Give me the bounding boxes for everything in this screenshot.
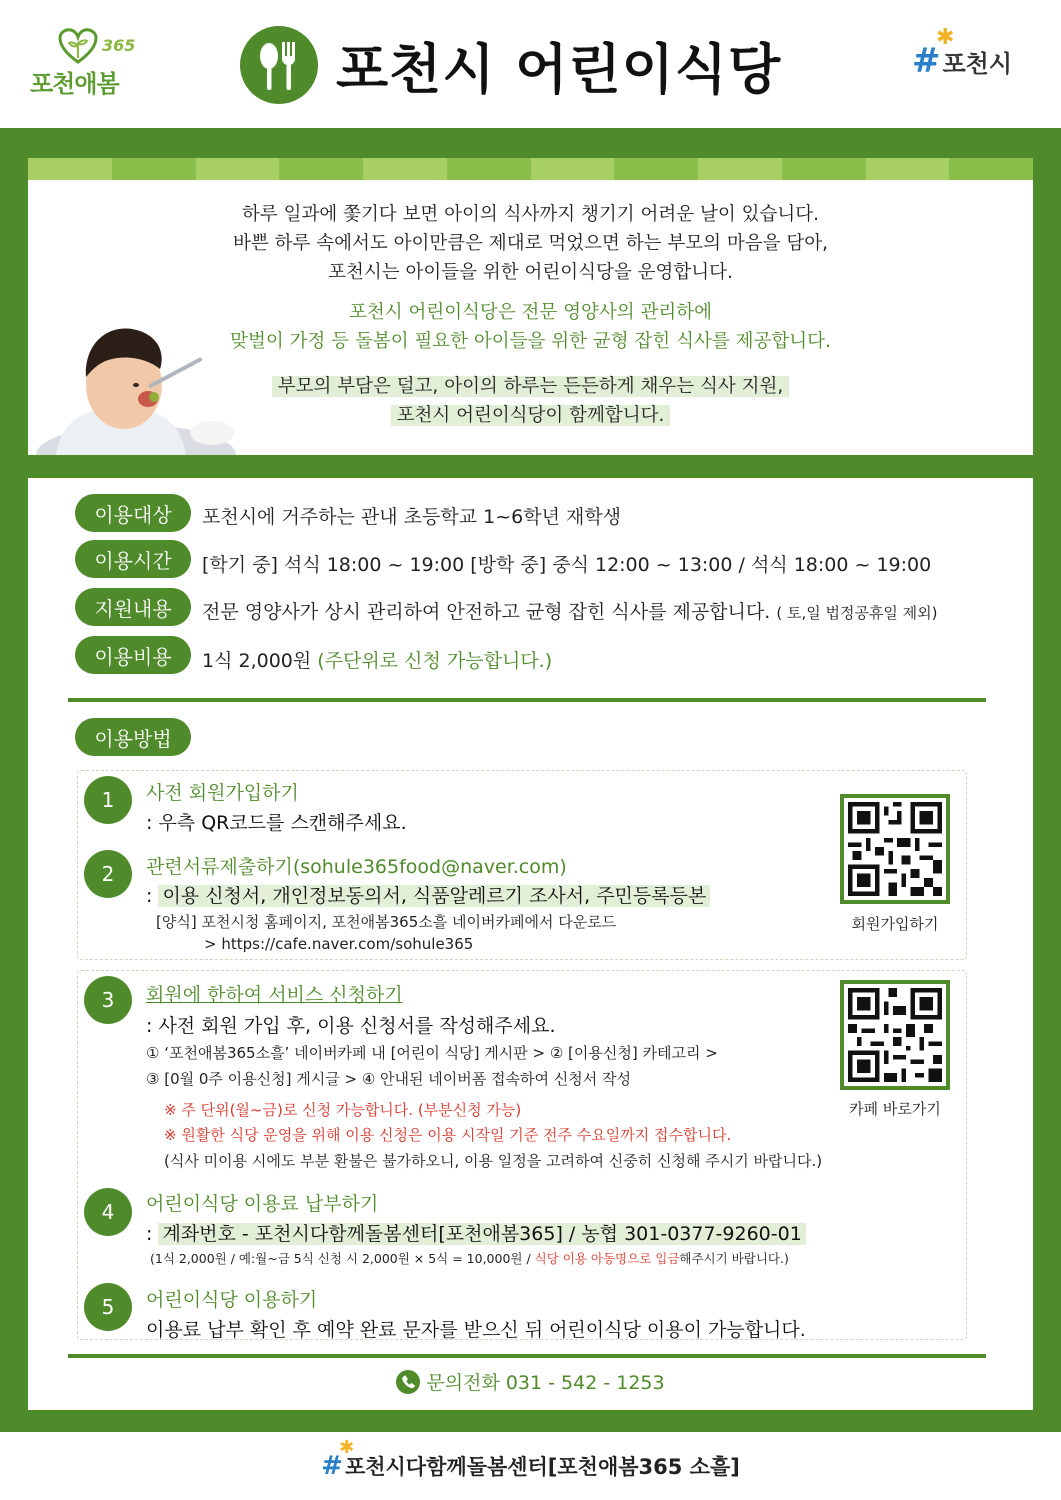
child-eating-image [36,315,236,455]
step-3-warning-1: ※ 주 단위(월~금)로 신청 가능합니다. (부분신청 가능) [164,1101,522,1119]
spoon-fork-icon [240,26,318,104]
cost-text: 1식 2,000원 [202,650,312,672]
intro-line: 포천시 어린이식당이 함께합니다. [391,405,671,426]
contact-phone[interactable]: 문의전화 031 - 542 - 1253 [426,1372,665,1394]
intro-line: 포천시 어린이식당은 전문 영양사의 관리하에 [348,302,713,323]
intro-line: 바쁜 하루 속에서도 아이만큼은 제대로 먹었으면 하는 부모의 마음을 담아, [233,233,828,254]
cafe-url[interactable]: > https://cafe.naver.com/sohule365 [204,935,474,953]
step-2-number: 2 [84,850,132,898]
section-divider [68,698,986,702]
signup-qr-caption: 회원가입하기 [851,915,939,933]
star-icon: ✱ [339,1437,355,1458]
main-panel [28,478,1033,1410]
contact-row [28,1368,1033,1395]
support-note: ( 토,일 법정공휴일 제외) [776,604,938,622]
step-5-title: 어린이식당 이용하기 [146,1289,318,1311]
intro-line: 포천시는 아이들을 위한 어린이식당을 운영합니다. [328,262,733,283]
method-label: 이용방법 [75,718,191,756]
step-3-text: : 사전 회원 가입 후, 이용 신청서를 작성해주세요. [146,1015,556,1037]
step-3-warning-2: ※ 원활한 식당 운영을 위해 이용 신청은 이용 시작일 기준 전주 수요일까지 접수합니다. [164,1126,732,1144]
step-4-title: 어린이식당 이용료 납부하기 [146,1193,379,1215]
intro-line: 하루 일과에 쫓기다 보면 아이의 식사까지 챙기기 어려운 날이 있습니다. [241,204,820,225]
logo-number: 365 [102,36,136,55]
time-label: 이용시간 [75,540,191,578]
support-row [202,597,938,624]
cost-note: (주단위로 신청 가능합니다.) [317,650,553,672]
step-5-text: 이용료 납부 확인 후 예약 완료 문자를 받으신 뒤 어린이식당 이용이 가능합니다. [146,1319,806,1341]
logo-name: 포천애봄 [30,70,119,98]
step-4-note: (1식 2,000원 / 예:월~금 5식 신청 시 2,000원 × 5식 = 10,000원 / 식당 이용 아동명으로 입금해주시기 바랍니다.) [150,1251,789,1266]
pocheon-city-logo [912,25,1013,86]
intro-paragraph [28,200,1033,287]
time-text: [학기 중] 석식 18:00 ~ 19:00 [방학 중] 중식 12:00 ~ 13:00 / 석식 18:00 ~ 19:00 [202,554,932,576]
footer-organization: 포천시다함께돌봄센터[포천애봄365 소흘] [344,1455,740,1479]
step-3-detail-2: ③ [0월 0주 이용신청] 게시글 > ④ 안내된 네이버폼 접속하여 신청서 작성 [146,1070,631,1088]
star-icon: ✱ [936,25,955,50]
qr-code-icon [848,802,942,896]
hash-icon: # ✱ [912,25,955,81]
step-3-detail-1: ① ‘포천애봄365소흘’ 네이버카페 내 [어린이 식당] 게시판 > ② [이용신청] 카테고리 > [146,1044,718,1062]
header [0,0,1061,128]
bottom-divider [68,1354,986,1358]
cafe-qr-code[interactable] [840,980,950,1090]
cafe-qr-caption: 카페 바로가기 [849,1100,941,1118]
step-2-note: [양식] 포천시청 홈페이지, 포천애봄365소흘 네이버카페에서 다운로드 [156,913,617,931]
step-3-number: 3 [84,976,132,1024]
step-3-note: (식사 미이용 시에도 부분 환불은 불가하오니, 이용 일정을 고려하여 신중히 신청해 주시기 바랍니다.) [164,1152,823,1170]
support-label: 지원내용 [75,588,191,626]
qr-code-icon [848,988,942,1082]
phone-icon [396,1370,420,1394]
support-text: 전문 영양사가 상시 관리하여 안전하고 균형 잡힌 식사를 제공합니다. [202,601,771,623]
step-2-text: : 이용 신청서, 개인정보동의서, 식품알레르기 조사서, 주민등록등본 [146,881,710,908]
hash-icon: # ✱ [321,1437,355,1481]
step-1-number: 1 [84,776,132,824]
target-label: 이용대상 [75,494,191,532]
bank-account: 계좌번호 - 포천시다함께돌봄센터[포천애봄365] / 농협 301-0377-9260-01 [158,1223,805,1245]
step-4-text: : 계좌번호 - 포천시다함께돌봄센터[포천애봄365] / 농협 301-0377-9260-01 [146,1219,806,1246]
step-2-title: 관련서류제출하기(sohule365food@naver.com) [146,856,567,878]
footer [0,1432,1061,1500]
step-1-title: 사전 회원가입하기 [146,782,299,804]
signup-qr-code[interactable] [840,794,950,904]
step-1-text: : 우측 QR코드를 스캔해주세요. [146,812,407,834]
cost-label: 이용비용 [75,636,191,674]
city-name: 포천시 [942,49,1013,78]
intro-panel [28,180,1033,455]
step-2-documents: 이용 신청서, 개인정보동의서, 식품알레르기 조사서, 주민등록등본 [158,885,710,907]
step-3-title: 회원에 한하여 서비스 신청하기 [146,984,403,1006]
step-4-number: 4 [84,1188,132,1236]
page-title: 포천시 어린이식당 [336,37,782,101]
step-5-number: 5 [84,1283,132,1331]
intro-line: 맞벌이 가정 등 돌봄이 필요한 아이들을 위한 균형 잡힌 식사를 제공합니다. [230,331,831,352]
intro-line: 부모의 부담은 덜고, 아이의 하루는 든든하게 채우는 식사 지원, [272,376,790,397]
stripe-bar [28,158,1033,180]
cost-row [202,646,552,673]
pocheon-aebom-logo [28,28,148,98]
deposit-name-note: 식당 이용 아동명으로 입금 [534,1251,680,1266]
page-title-group [240,20,781,110]
target-text: 포천시에 거주하는 관내 초등학교 1~6학년 재학생 [202,506,622,528]
heart-leaf-icon [58,28,98,64]
